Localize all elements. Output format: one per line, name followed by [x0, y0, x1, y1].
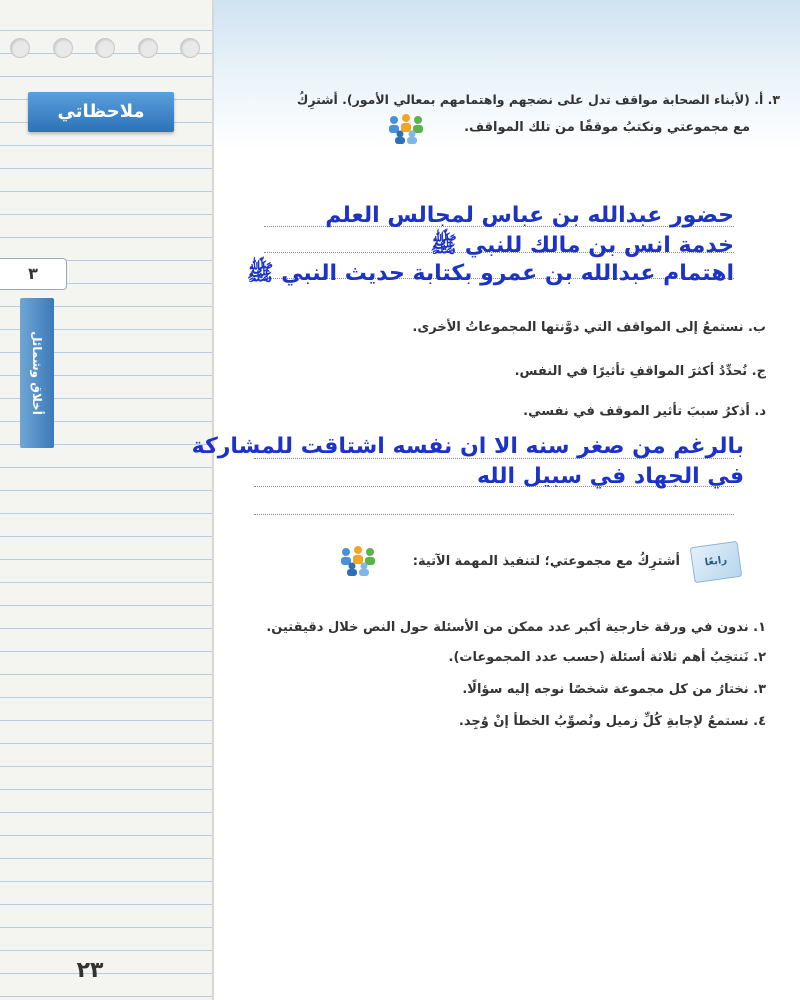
- activity4-intro: أشترِكُ مع مجموعتي؛ لتنفيذ المهمة الآتية:: [412, 554, 680, 569]
- unit-title: أخلاق وشمائل: [30, 331, 44, 415]
- page-number: ٢٣: [76, 958, 104, 983]
- binder-hole: [53, 38, 73, 58]
- answer-line: [254, 514, 734, 515]
- handwritten-answer: في الجهاد في سبيل الله: [476, 464, 744, 489]
- group-work-icon: [338, 544, 378, 576]
- activity3-b: ب. نستمعُ إلى المواقف التي دوَّنتها المجموعاتُ الأخرى.: [412, 320, 766, 335]
- activity3-line1: ٣. أ. (لأبناء الصحابة مواقف تدل على نضجهم واهتمامهم بمعالي الأمور). أشترِكُ: [296, 92, 780, 107]
- binder-hole: [95, 38, 115, 58]
- handwritten-answer: حضور عبدالله بن عباس لمجالس العلم: [325, 203, 734, 228]
- activity3-line2: مع مجموعتي ونكتبُ موقفًا من تلك المواقف.: [464, 120, 750, 135]
- activity-tag: رابعًا: [690, 541, 743, 583]
- main-content: [191, 0, 800, 1000]
- task-item: ٢. نَنتخِبُ أهم ثلاثة أسئلة (حسب عدد المجموعات).: [448, 650, 766, 665]
- handwritten-answer: بالرغم من صغر سنه الا ان نفسه اشتاقت للمشاركة: [191, 434, 744, 459]
- binder-hole: [10, 38, 30, 58]
- task-item: ٤. نستمعُ لإجابةِ كُلِّ زميل ونُصوِّبُ الخطأ إنْ وُجِد.: [458, 714, 766, 729]
- unit-number: ٣: [0, 258, 67, 290]
- task-item: ٣. نختارُ من كل مجموعة شخصًا نوجه إليه سؤالًا.: [462, 682, 766, 697]
- handwritten-answer: اهتمام عبدالله بن عمرو بكتابة حديث النبي ﷺ: [246, 261, 734, 286]
- binder-holes: [10, 38, 200, 62]
- handwritten-answer: خدمة انس بن مالك للنبي ﷺ: [430, 233, 734, 258]
- notes-title: ملاحظاتي: [28, 92, 174, 132]
- activity3-c: ج. نُحدِّدُ أكثرَ المواقفِ تأثيرًا في النفس.: [514, 364, 766, 379]
- binder-hole: [180, 38, 200, 58]
- activity3-d: د. أذكرُ سببَ تأثير الموقف في نفسي.: [523, 404, 766, 419]
- group-work-icon: [386, 112, 426, 144]
- task-item: ١. ندون في ورقة خارجية أكبر عدد ممكن من الأسئلة حول النص خلال دقيقتين.: [266, 620, 766, 635]
- binder-hole: [138, 38, 158, 58]
- notes-sidebar: [0, 0, 214, 1000]
- unit-title-tab: [20, 298, 54, 448]
